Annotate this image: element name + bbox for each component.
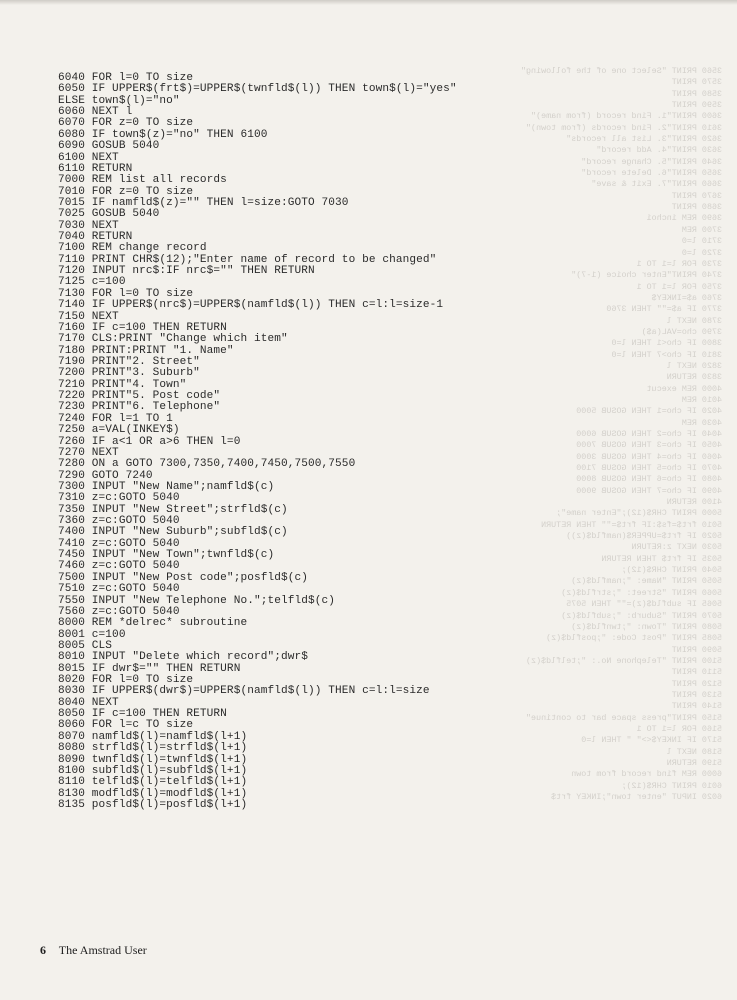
code-line: 7025 GOSUB 5040 — [58, 208, 160, 221]
code-line: 7410 z=c:GOTO 5040 — [58, 537, 180, 550]
code-line: 8110 telfld$(l)=telfld$(l+1) — [58, 776, 248, 789]
code-line: 7180 PRINT:PRINT "1. Name" — [58, 344, 234, 357]
code-line: 7460 z=c:GOTO 5040 — [58, 560, 180, 573]
code-line: 7030 NEXT — [58, 219, 119, 232]
code-line: 8001 c=100 — [58, 628, 126, 641]
code-line: 7280 ON a GOTO 7300,7350,7400,7450,7500,7550 — [58, 458, 356, 471]
publication-name: The Amstrad User — [58, 943, 147, 957]
code-line: 7015 IF namfld$(z)="" THEN l=size:GOTO 7030 — [58, 196, 349, 209]
code-line: 8090 twnfld$(l)=twnfld$(l+1) — [58, 753, 248, 766]
code-line: 6060 NEXT l — [58, 106, 133, 119]
code-line: 7100 REM change record — [58, 242, 207, 255]
code-line: 7150 NEXT — [58, 310, 119, 323]
code-line: 7170 CLS:PRINT "Change which item" — [58, 333, 288, 346]
code-line: 7450 INPUT "New Town";twnfld$(c) — [58, 549, 275, 562]
code-line: 7290 GOTO 7240 — [58, 469, 153, 482]
code-line: 7500 INPUT "New Post code";posfld$(c) — [58, 571, 309, 584]
page-top-edge — [0, 0, 737, 5]
code-line: 8080 strfld$(l)=strfld$(l+1) — [58, 742, 248, 755]
code-line: 7120 INPUT nrc$:IF nrc$="" THEN RETURN — [58, 265, 315, 278]
code-line: 6110 RETURN — [58, 162, 133, 175]
code-line: 7130 FOR l=0 TO size — [58, 287, 194, 300]
code-line: 6070 FOR z=0 TO size — [58, 117, 194, 130]
code-line: 7260 IF a<1 OR a>6 THEN l=0 — [58, 435, 241, 448]
code-line: 7310 z=c:GOTO 5040 — [58, 492, 180, 505]
code-line: 7110 PRINT CHR$(12);"Enter name of record to be changed" — [58, 253, 437, 266]
page-number: 6 — [40, 943, 46, 957]
code-line: 8000 REM *delrec* subroutine — [58, 617, 248, 630]
code-line: 7250 a=VAL(INKEY$) — [58, 424, 180, 437]
code-line: 8070 namfld$(l)=namfld$(l+1) — [58, 730, 248, 743]
code-line: 6040 FOR l=0 TO size — [58, 72, 194, 84]
code-line: 7160 IF c=100 THEN RETURN — [58, 321, 227, 334]
code-line: 7400 INPUT "New Suburb";subfld$(c) — [58, 526, 288, 539]
code-line: 7560 z=c:GOTO 5040 — [58, 605, 180, 618]
code-line: 8100 subfld$(l)=subfld$(l+1) — [58, 764, 248, 777]
code-line: 6090 GOSUB 5040 — [58, 140, 160, 153]
code-line: 7230 PRINT"6. Telephone" — [58, 401, 221, 414]
code-line: 8135 posfld$(l)=posfld$(l+1) — [58, 799, 248, 811]
code-line: 8010 INPUT "Delete which record";dwr$ — [58, 651, 309, 664]
page-footer — [40, 943, 147, 958]
code-line: 7000 REM list all records — [58, 174, 227, 187]
code-line: 7300 INPUT "New Name";namfld$(c) — [58, 480, 275, 493]
code-line: 7220 PRINT"5. Post code" — [58, 390, 221, 403]
show-through-print: 3560 PRINT "Select one of the following" 3570 PRINT 3580 PRINT 3590 PRINT 3600 PRINT"1. Find record (from name)" 3610 PRINT"2. Find records (from town)" 3620 PRINT"3. List all records" 3630 PRINT"4. Add record" 3640 PRINT"5. Change record" 3650 PRINT"6. Delete record" 3660 PRINT"7. Exit & save" 3670 PRINT 3680 PRINT 3690 REM inchoi 3700 REM 3710 l=0 3720 l=0 3730 FOR l=1 TO 1 3740 PRINT"Enter choice (1-7)" 3750 FOR l=1 TO 1 3760 a$=INKEY$ 3770 IF a$="" THEN 3760 3780 NEXT l 3790 cho=VAL(a$) 3800 IF cho<1 THEN l=0 3810 IF cho>7 THEN l=0 3820 NEXT l 3830 RETURN 4000 REM execut 4010 REM 4020 IF cho=1 THEN GOSUB 5000 4030 REM 4040 IF cho=2 THEN GOSUB 6000 4050 IF cho=3 THEN GOSUB 7000 4060 IF cho=4 THEN GOSUB 3000 4070 IF cho=5 THEN GOSUB 7100 4080 IF cho=6 THEN GOSUB 8000 4090 IF cho=7 THEN GOSUB 9000 4100 RETURN 5000 PRINT CHR$(12);"Enter name"; 5010 frt$=fs$:IF frt$="" THEN RETURN 5020 IF frt$=UPPER$(namfld$(z)) 5030 NEXT z:RETURN 5035 IF frt$ THEN RETURN 5040 PRINT CHR$(12); 5050 PRINT "Name: ";namfld$(z) 5060 PRINT "Street: ";strfld$(z) 5065 IF subfld$(z)="" THEN 5075 5070 PRINT "Suburb: ";subfld$(z) 5080 PRINT "Town: ";twnfld$(z) 5085 PRINT "Post Code: ";posfld$(z) 5090 PRINT 5100 PRINT "Telephone No.: ";telfld$(z) 5110 PRINT 5120 PRINT 5130 PRINT 5140 PRINT 5150 PRINT"press space bar to continue" 5160 FOR l=1 TO 1 5170 IF INKEY$<>" " THEN l=0 5180 NEXT l 5190 RETURN 6000 REM find record from town 6010 PRINT CHR$(12); 6020 INPUT "enter town";INKEY frt$ — [520, 66, 722, 802]
code-line: 8005 CLS — [58, 639, 113, 652]
code-line: ELSE town$(l)="no" — [58, 94, 180, 107]
code-line: 7140 IF UPPER$(nrc$)=UPPER$(namfld$(l)) THEN c=l:l=size-1 — [58, 299, 444, 312]
code-line: 8015 IF dwr$="" THEN RETURN — [58, 662, 241, 675]
code-line: 6080 IF town$(z)="no" THEN 6100 — [58, 128, 268, 141]
code-line: 7125 c=100 — [58, 276, 126, 289]
code-line: 7550 INPUT "New Telephone No.";telfld$(c) — [58, 594, 336, 607]
code-line: 8030 IF UPPER$(dwr$)=UPPER$(namfld$(l)) THEN c=l:l=size — [58, 685, 430, 698]
basic-listing — [58, 73, 698, 811]
code-line: 8040 NEXT — [58, 696, 119, 709]
code-line: 6050 IF UPPER$(frt$)=UPPER$(twnfld$(l)) THEN town$(l)="yes" — [58, 83, 457, 96]
code-line: 8060 FOR l=c TO size — [58, 719, 194, 732]
code-line: 8020 FOR l=0 TO size — [58, 674, 194, 687]
code-line: 7010 FOR z=0 TO size — [58, 185, 194, 198]
code-line: 8130 modfld$(l)=modfld$(l+1) — [58, 787, 248, 800]
code-line: 7210 PRINT"4. Town" — [58, 378, 187, 391]
code-line: 7200 PRINT"3. Suburb" — [58, 367, 200, 380]
code-line: 6100 NEXT — [58, 151, 119, 164]
code-line: 7350 INPUT "New Street";strfld$(c) — [58, 503, 288, 516]
code-line: 7240 FOR l=1 TO 1 — [58, 412, 173, 425]
code-line: 7040 RETURN — [58, 231, 133, 244]
code-line: 8050 IF c=100 THEN RETURN — [58, 708, 227, 721]
code-line: 7190 PRINT"2. Street" — [58, 355, 200, 368]
code-line: 7270 NEXT — [58, 446, 119, 459]
code-line: 7510 z=c:GOTO 5040 — [58, 583, 180, 596]
code-line: 7360 z=c:GOTO 5040 — [58, 515, 180, 528]
